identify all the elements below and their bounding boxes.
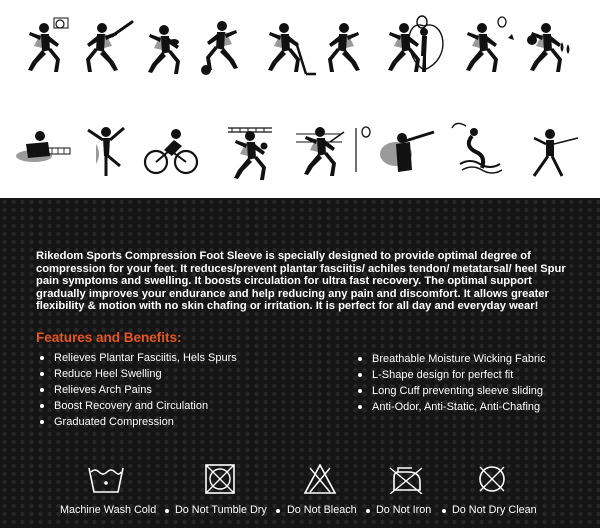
care-label-machine-wash: Machine Wash Cold [60,504,157,516]
feature-item: Long Cuff preventing sleeve sliding [358,383,546,399]
product-description: Rikedom Sports Compression Foot Sleeve is specially designed to provide optimal degree of compression for your feet. It reduces/prevent plantar fasciitis/ achiles tendon/ metatarsal/ heel Spur pain symptoms and swelling. It boosts circulation for ultra fast recovery. The optimal support gradually improves your endurance and help reducing any pain and discomfort. It allows greater flexibility & motion with no skin chafing or irritation. It is perfect for all day and everyday wear! [36,250,566,313]
feature-item: Relieves Arch Pains [40,382,237,398]
features-title: Features and Benefits: [36,330,182,345]
care-label-dry-clean: Do Not Dry Clean [452,504,537,516]
squash-player-icon [296,127,344,176]
feature-item: Anti-Odor, Anti-Static, Anti-Chafing [358,399,546,415]
diver-icon [452,123,502,173]
separator-dot [442,509,446,513]
rhythmic-gymnast-icon [409,25,443,72]
do-not-bleach-icon [302,464,338,494]
do-not-iron-icon [388,464,424,494]
runner-icon [328,23,360,72]
feature-item: Graduated Compression [40,414,237,430]
separator-dot [276,509,280,513]
bowling-player-icon [527,23,570,72]
tennis-player-icon [388,16,427,72]
sports-icons-canvas [0,0,600,198]
racquetball-player-icon [356,127,370,172]
features-list-right [358,351,546,415]
care-label-iron: Do Not Iron [376,504,432,516]
feature-item: Breathable Moisture Wicking Fabric [358,351,546,367]
soccer-player-icon [201,21,238,75]
fencer-icon [534,129,578,176]
care-label-bleach: Do Not Bleach [287,504,357,516]
football-runner-icon [148,25,180,74]
shooter-icon [380,132,434,172]
figure-skater-icon [88,127,124,176]
do-not-dry-clean-icon [474,464,510,494]
sports-icons-panel [0,0,600,198]
basketball-player-icon [28,18,68,72]
hockey-player-icon [268,23,316,74]
baseball-batter-icon [86,22,132,72]
volleyball-player-icon [228,128,272,180]
machine-wash-cold-icon [88,464,124,494]
feature-item: Relieves Plantar Fasciitis, Hels Spurs [40,350,237,366]
care-label-tumble-dry: Do Not Tumble Dry [175,504,267,516]
separator-dot [366,509,370,513]
do-not-tumble-dry-icon [202,464,238,494]
features-list-left [40,350,237,430]
separator-dot [165,509,169,513]
table-tennis-player-icon [16,131,70,162]
product-info-panel [0,198,600,528]
feature-item: L-Shape design for perfect fit [358,367,546,383]
feature-item: Reduce Heel Swelling [40,366,237,382]
feature-item: Boost Recovery and Circulation [40,398,237,414]
cyclist-icon [145,129,197,173]
badminton-player-icon [466,17,514,72]
